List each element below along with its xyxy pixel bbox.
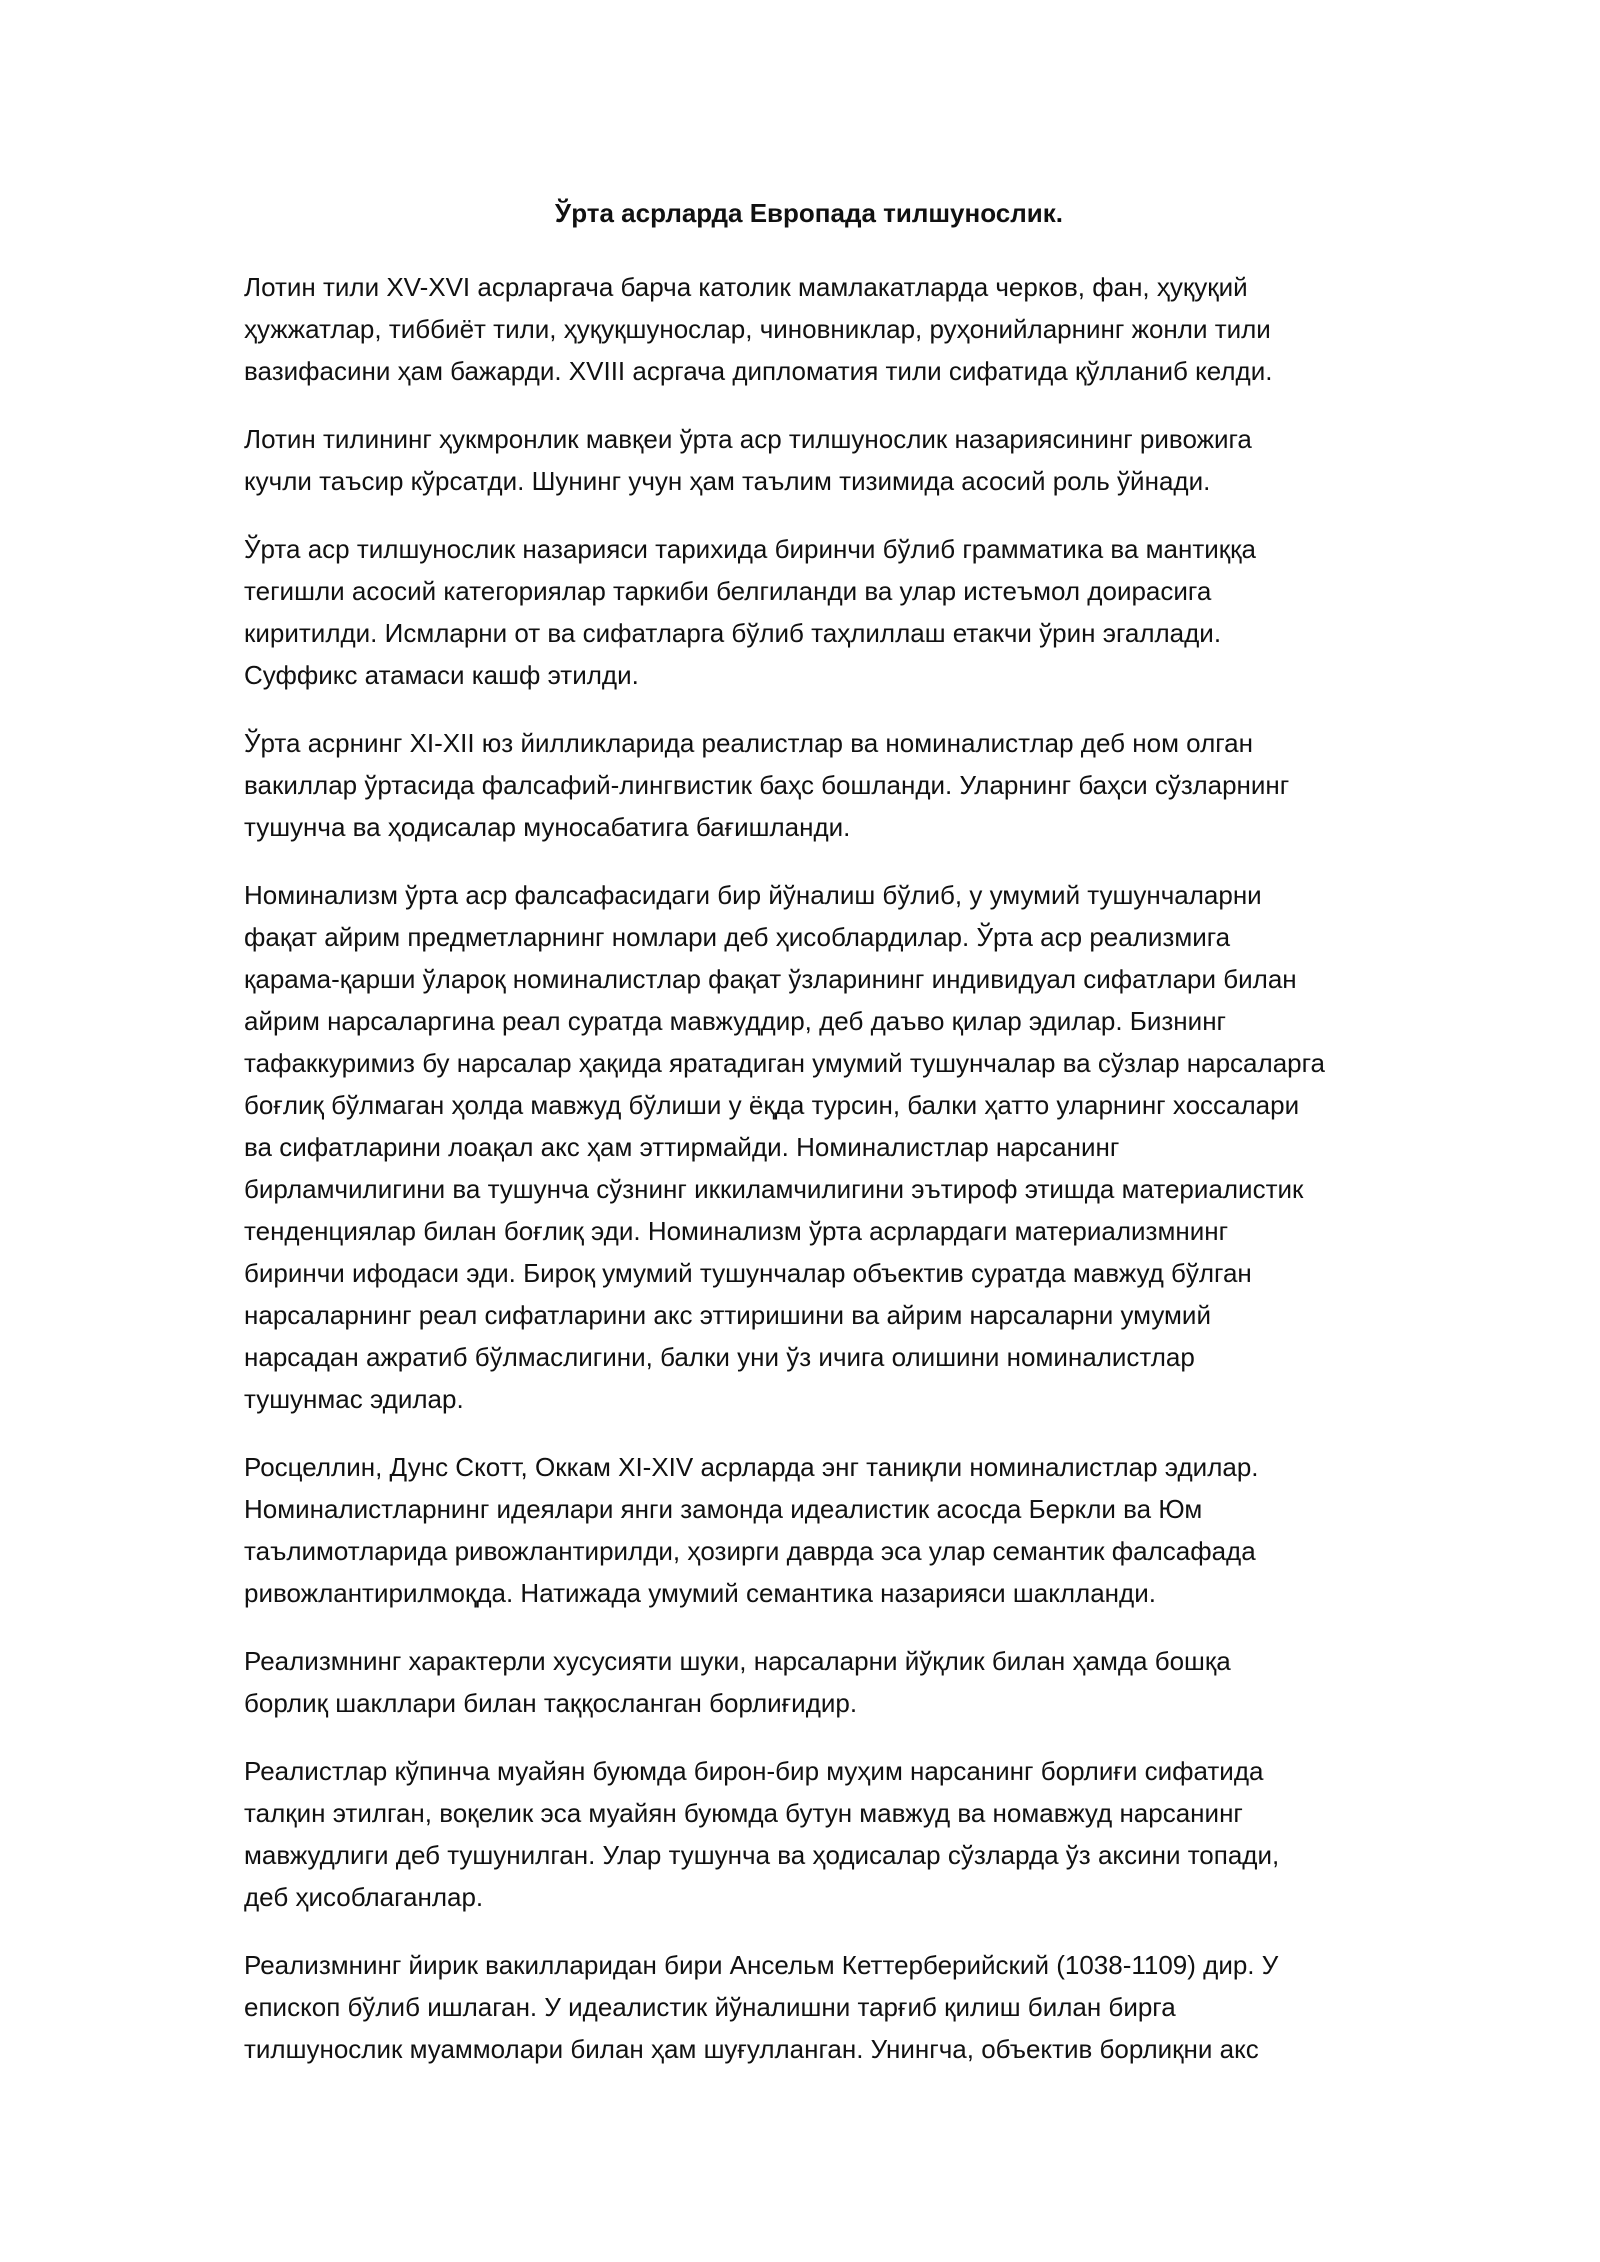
paragraph-latin-influence: Лотин тилининг ҳукмронлик мавқеи ўрта аср тилшунослик назариясининг ривожига кучли таъсир кўрсатди. Шунинг учун ҳам таълим тизимида асосий роль ўйнади. <box>244 424 1252 496</box>
paragraph-latin-language: Лотин тили XV-XVI асрларгача барча католик мамлакатларда черков, фан, ҳуқуқий ҳужжатлар, тиббиёт тили, ҳуқуқшунослар, чиновниклар, руҳонийларнинг жонли тили вазифасини ҳам бажарди. XVIII асргача дипломатия тили сифатида қўлланиб келди. <box>244 272 1273 386</box>
paragraph-realists-nominalists: Ўрта асрнинг XI-XII юз йилликларида реалистлар ва номиналистлар деб ном олган вакиллар ўртасида фалсафий-лингвистик баҳс бошланди. Уларнинг баҳси сўзларнинг тушунча ва ҳодисалар муносабатига бағишланди. <box>244 728 1290 842</box>
paragraph-anselm: Реализмнинг йирик вакилларидан бири Ансельм Кеттерберийский (1038-1109) дир. У епископ бўлиб ишлаган. У идеалистик йўналишни тарғиб қилиш билан бирга тилшунослик муаммолари билан ҳам шуғулланган. Унингча, объектив борлиқни акс <box>244 1950 1279 2064</box>
paragraph-grammar-categories: Ўрта аср тилшунослик назарияси тарихида биринчи бўлиб грамматика ва мантиққа тегишли асосий категориялар таркиби белгиланди ва улар истеъмол доирасига киритилди. Исмларни от ва сифатларга бўлиб таҳлиллаш етакчи ўрин эгаллади. Суффикс атамаси кашф этилди. <box>244 534 1256 690</box>
paragraph-realism-feature: Реализмнинг характерли хусусияти шуки, нарсаларни йўқлик билан ҳамда бошқа борлиқ шакллари билан таққосланган борлиғидир. <box>244 1646 1231 1718</box>
paragraph-nominalism: Номинализм ўрта аср фалсафасидаги бир йўналиш бўлиб, у умумий тушунчаларни фақат айрим предметларнинг номлари деб ҳисоблардилар. Ўрта аср реализмига қарама-қарши ўлароқ номиналистлар фақат ўзларининг индивидуал сифатлари билан айрим нарсаларгина реал суратда мавжуддир, деб даъво қилар эдилар. Бизнинг тафаккуримиз бу нарсалар ҳақида яратадиган умумий тушунчалар ва сўзлар нарсаларга боғлиқ бўлмаган ҳолда мавжуд бўлиши у ёқда турсин, балки ҳатто уларнинг хоссалари ва сифатларини лоақал акс ҳам эттирмайди. Номиналистлар нарсанинг бирламчилигини ва тушунча сўзнинг иккиламчилигини эътироф этишда материалистик тенденциялар билан боғлиқ эди. Номинализм ўрта асрлардаги материализмнинг биринчи ифодаси эди. Бироқ умумий тушунчалар объектив суратда мавжуд бўлган нарсаларнинг реал сифатларини акс эттиришини ва айрим нарсаларни умумий нарсадан ажратиб бўлмаслигини, балки уни ўз ичига олишини номиналистлар тушунмас эдилар. <box>244 880 1325 1414</box>
document-title: Ўрта асрларда Европада тилшунослик. <box>555 198 1063 228</box>
paragraph-nominalist-names: Росцеллин, Дунс Скотт, Оккам XI-XIV асрларда энг таниқли номиналистлар эдилар. Номиналистларнинг идеялари янги замонда идеалистик асосда Беркли ва Юм таълимотларида ривожлантирилди, ҳозирги даврда эса улар семантик фалсафада ривожлантирилмоқда. Натижада умумий семантика назарияси шаклланди. <box>244 1452 1259 1608</box>
paragraph-realists-view: Реалистлар кўпинча муайян буюмда бирон-бир муҳим нарсанинг борлиғи сифатида талқин этилган, воқелик эса муайян буюмда бутун мавжуд ва номавжуд нарсанинг мавжудлиги деб тушунилган. Улар тушунча ва ҳодисалар сўзларда ўз аксини топади, деб ҳисоблаганлар. <box>244 1756 1280 1912</box>
document-body <box>244 192 1374 2096</box>
